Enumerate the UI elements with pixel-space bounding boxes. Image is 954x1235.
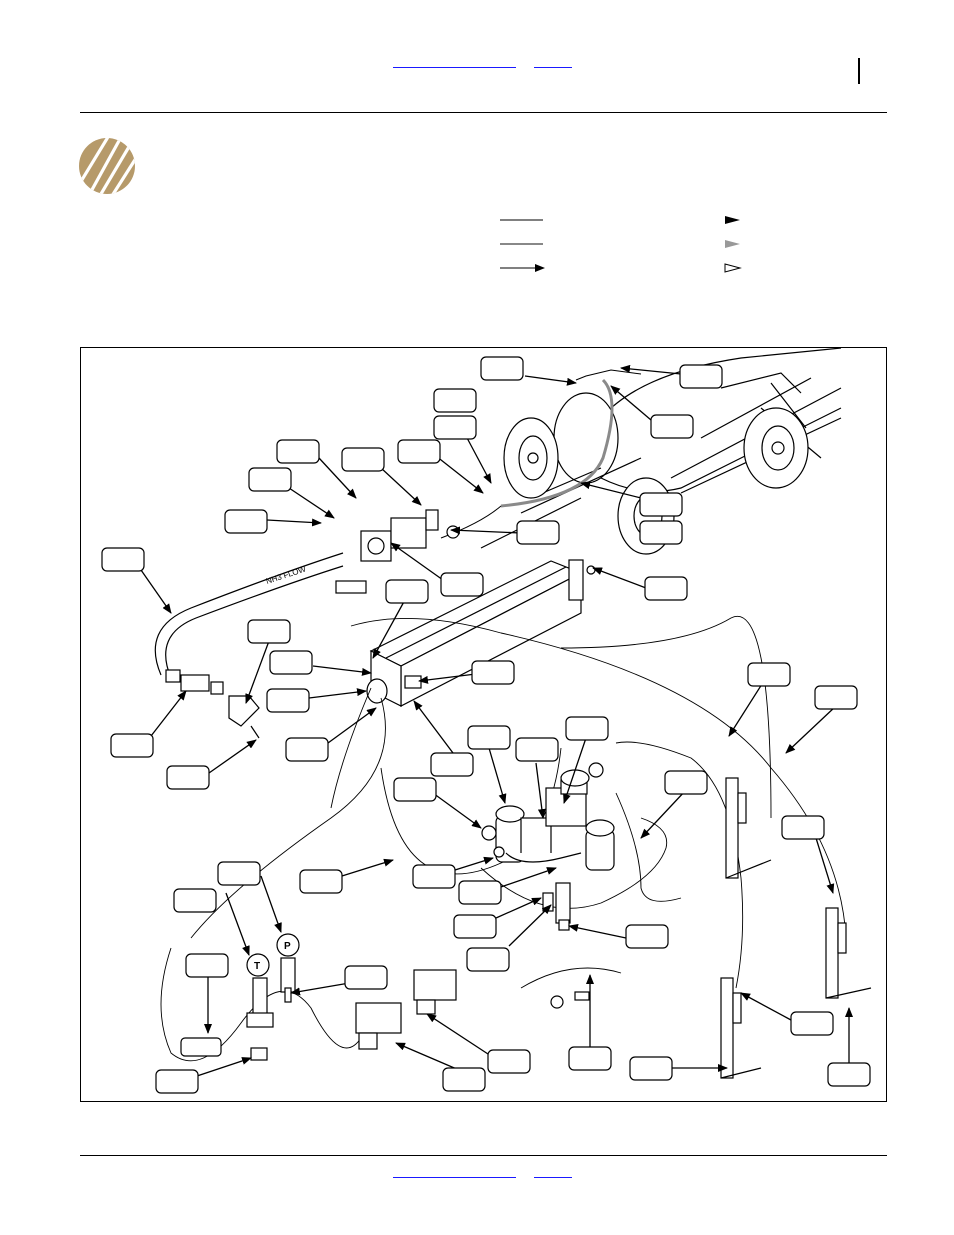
flow-divider-cluster [482, 763, 614, 870]
nh3-supply-hose [155, 553, 343, 678]
legend-key [495, 208, 755, 278]
legend-arrow-line-head [535, 264, 545, 272]
header-link-primary[interactable] [393, 67, 516, 68]
cart-wheel-right [744, 408, 808, 488]
footer-link-secondary[interactable] [534, 1177, 572, 1178]
actuator-boxes [356, 970, 589, 1049]
temperature-gauge-label: T [254, 961, 261, 972]
footer-rule [80, 1155, 887, 1156]
hose-flow-label: NH3 FLOW [264, 564, 307, 586]
cart-wheel-left [504, 418, 558, 498]
hose-end-fittings [166, 670, 259, 738]
control-valve [543, 883, 570, 930]
plumbing-diagram [80, 347, 887, 1102]
footer-link-primary[interactable] [393, 1177, 516, 1178]
header-separator [858, 58, 860, 84]
header-link-secondary[interactable] [534, 67, 572, 68]
tank-vent-line [576, 370, 641, 380]
legend-hollow-arrow [725, 264, 740, 272]
plumbing-diagram-svg [81, 348, 888, 1103]
legend-solid-gray-arrow [725, 240, 740, 248]
header-rule [80, 112, 887, 113]
sunburst-logo-icon [78, 137, 136, 195]
legend-solid-black-arrow [725, 216, 740, 224]
pressure-gauge-label: P [284, 941, 291, 952]
gauge-assembly [181, 934, 299, 1060]
